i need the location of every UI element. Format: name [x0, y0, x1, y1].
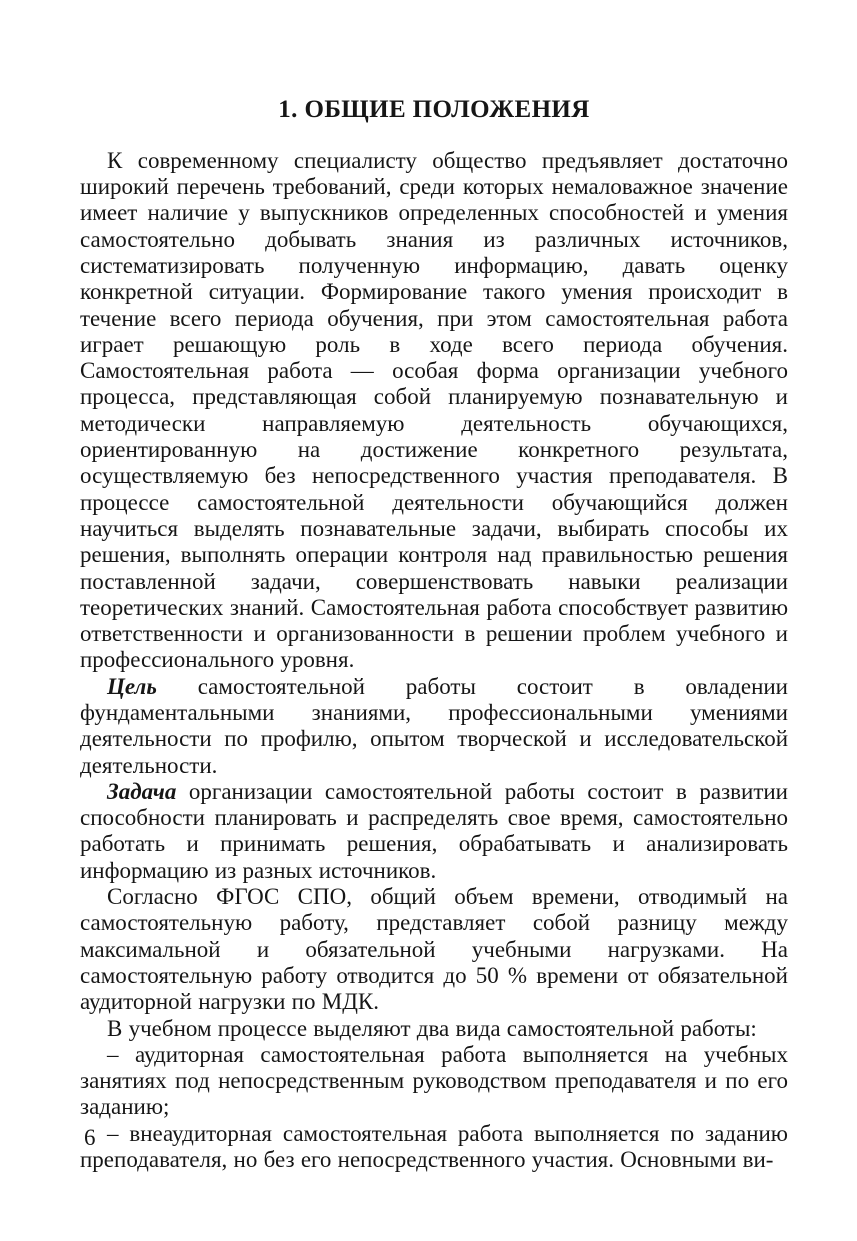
section-title: 1. ОБЩИЕ ПОЛОЖЕНИЯ — [278, 96, 590, 123]
list-item-vneauditornaya — [80, 1121, 788, 1174]
page-number: 6 — [84, 1125, 96, 1150]
paragraph-goal — [80, 674, 788, 779]
paragraph-two-types — [80, 1016, 788, 1042]
paragraph-text: В учебном процессе выделяют два вида самостоятельной работы: — [107, 1015, 757, 1041]
paragraph-text: – внеаудиторная самостоятельная работа выполняется по заданию преподавателя, но без его непосредственного участия. Основными ви- — [80, 1120, 788, 1173]
paragraph-intro — [80, 148, 788, 674]
document-body — [80, 148, 788, 1174]
paragraph-text: – аудиторная самостоятельная работа выполняется на учебных занятиях под непосредственным руководством преподавателя и по его заданию; — [80, 1041, 788, 1120]
paragraph-fgos — [80, 884, 788, 1015]
paragraph-lead: Задача — [107, 778, 177, 804]
paragraph-text: К современному специалисту общество предъявляет достаточно широкий перечень требований, среди которых немаловажное значение имеет наличие у выпускников определенных способностей и умения самостоятельно добывать знания из различных источников, систематизировать полученную информацию, давать оценку конкретной ситуации. Формирование такого умения происходит в течение всего периода обучения, при этом самостоятельная работа играет решающую роль в ходе всего периода обучения. Самостоятельная работа — особая форма организации учебного процесса, представляющая собой планируемую познавательную и методически направляемую деятельность обучающихся, ориентированную на достижение конкретного результата, осуществляемую без непосредственного участия преподавателя. В процессе самостоятельной деятельности обучающийся должен научиться выделять познавательные задачи, выбирать способы их решения, выполнять операции контроля над правильностью решения поставленной задачи, совершенствовать навыки реализации теоретических знаний. Самостоятельная работа способствует развитию ответственности и организованности в решении проблем учебного и профессионального уровня. — [80, 147, 788, 673]
paragraph-task — [80, 779, 788, 884]
list-item-auditornaya — [80, 1042, 788, 1121]
paragraph-lead: Цель — [107, 673, 157, 699]
paragraph-text: Согласно ФГОС СПО, общий объем времени, отводимый на самостоятельную работу, представляет собой разницу между максимальной и обязательной учебными нагрузками. На самостоятельную работу отводится до 50 % времени от обязательной аудиторной нагрузки по МДК. — [80, 884, 788, 1015]
paragraph-text: организации самостоятельной работы состоит в развитии способности планировать и распределять свое время, самостоятельно работать и принимать решения, обрабатывать и анализировать информацию из разных источников. — [80, 778, 788, 883]
page-content — [80, 0, 788, 1173]
paragraph-text: самостоятельной работы состоит в овладении фундаментальными знаниями, профессиональными умениями деятельности по профилю, опытом творческой и исследовательской деятельности. — [80, 673, 788, 778]
